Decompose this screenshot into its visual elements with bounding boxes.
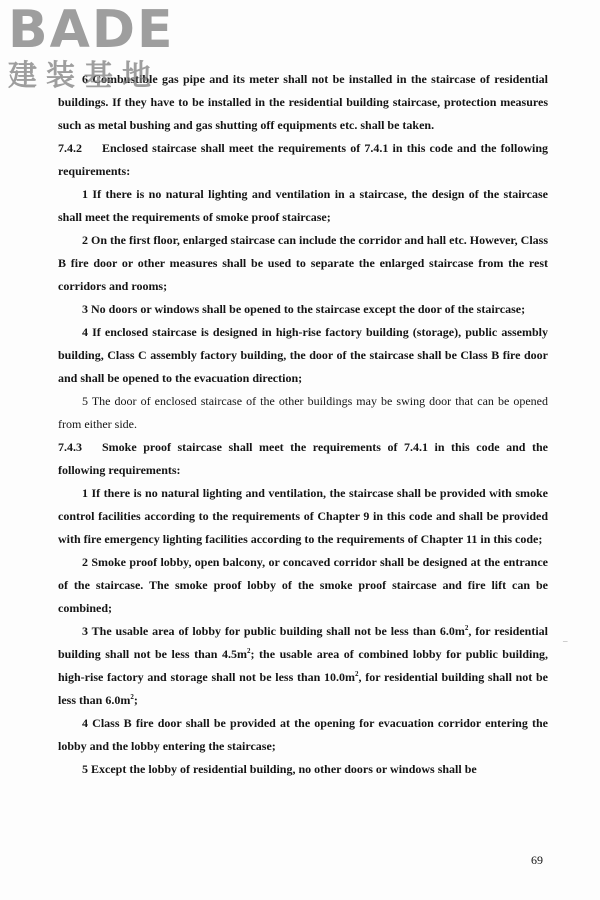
clause-7-4-3-item-3 — [58, 620, 548, 712]
superscript: 2 — [130, 693, 134, 701]
scan-mark: – — [563, 636, 568, 646]
clause-number: 7.4.3 — [58, 440, 82, 454]
document-body — [58, 68, 548, 781]
clause-7-4-2-item-1: 1 If there is no natural lighting and ventilation in a staircase, the design of the staircase shall meet the requirements of smoke proof staircase; — [58, 187, 548, 224]
watermark-subtitle: 建装基地 — [8, 58, 161, 92]
superscript: 2 — [247, 647, 251, 655]
text-fragment: 3 The usable area of lobby for public building shall not be less than 6.0m — [82, 624, 465, 638]
watermark-brand: BADE — [8, 0, 175, 60]
clause-text: Smoke proof staircase shall meet the requirements of 7.4.1 in this code and the following requirements: — [58, 440, 548, 477]
clause-7-4-2-heading — [58, 137, 548, 183]
clause-7-4-1-item-6: 6 Combustible gas pipe and its meter shall not be installed in the staircase of residential buildings. If they have to be installed in the residential building staircase, protection measures such as metal bushing and gas shutting off equipments etc. shall be taken. — [58, 72, 548, 132]
clause-text: Enclosed staircase shall meet the requirements of 7.4.1 in this code and the following requirements: — [58, 141, 548, 178]
clause-7-4-2-item-5: 5 The door of enclosed staircase of the other buildings may be swing door that can be opened from either side. — [58, 394, 548, 431]
clause-7-4-2-item-2: 2 On the first floor, enlarged staircase can include the corridor and hall etc. However, Class B fire door or other measures shall be used to separate the enlarged staircase from the rest corridors and rooms; — [58, 233, 548, 293]
text-fragment: ; — [133, 693, 138, 707]
text-fragment: ; the usable area of combined lobby for public building, high-rise factory and storage shall not be less than 10.0m — [58, 647, 549, 684]
clause-7-4-3-item-1: 1 If there is no natural lighting and ventilation, the staircase shall be provided with smoke control facilities according to the requirements of Chapter 9 in this code and shall be provided with fire emergency lighting facilities according to the requirements of Chapter 11 in this code; — [58, 486, 548, 546]
clause-7-4-3-heading — [58, 436, 548, 482]
superscript: 2 — [355, 670, 359, 678]
clause-7-4-3-item-5: 5 Except the lobby of residential building, no other doors or windows shall be — [82, 762, 477, 776]
clause-7-4-2-item-3: 3 No doors or windows shall be opened to the staircase except the door of the staircase; — [82, 302, 526, 316]
text-fragment: , for residential building shall not be less than 4.5m — [58, 624, 548, 661]
clause-7-4-3-item-2: 2 Smoke proof lobby, open balcony, or concaved corridor shall be designed at the entrance of the staircase. The smoke proof lobby of the smoke proof staircase and fire lift can be combined; — [58, 555, 548, 615]
clause-7-4-3-item-4: 4 Class B fire door shall be provided at the opening for evacuation corridor entering the lobby and the lobby entering the staircase; — [58, 716, 548, 753]
superscript: 2 — [464, 624, 469, 632]
clause-7-4-2-item-4: 4 If enclosed staircase is designed in high-rise factory building (storage), public assembly building, Class C assembly factory building, the door of the staircase shall be Class B fire door and shall be opened to the evacuation direction; — [58, 325, 548, 385]
clause-number: 7.4.2 — [58, 141, 82, 155]
page-number: 69 — [531, 853, 543, 867]
text-fragment: , for residential building shall not be less than 6.0m — [58, 670, 549, 707]
